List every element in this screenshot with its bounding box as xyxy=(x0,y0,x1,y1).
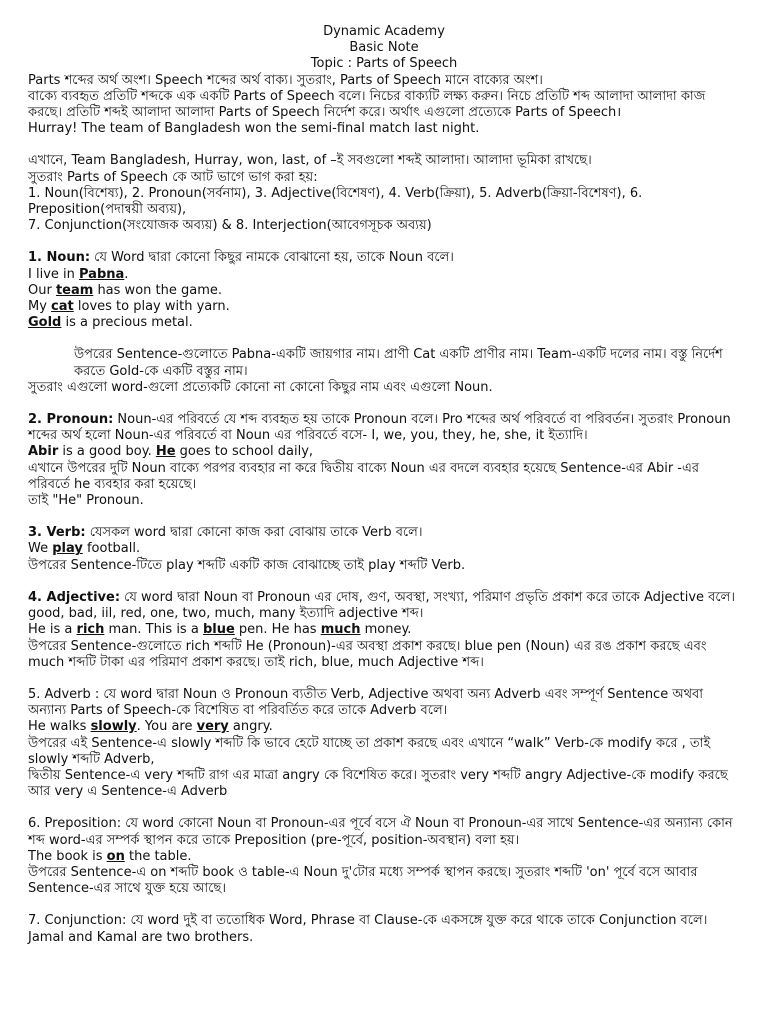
adjective-heading: 4. Adjective: xyxy=(28,589,121,605)
pronoun-explanation: এখানে উপরের দুটি Noun বাক্যে পরপর ব্যবহার না করে দ্বিতীয় বাক্যে Noun এর বদলে ব্যবহার হয়েছে Sentence-এর Abir -এর পরিবর্তে he ব্যবহার করা হয়েছে। xyxy=(28,460,700,492)
noun-example-4: Gold is a precious metal. xyxy=(28,315,193,331)
keyword: rich xyxy=(76,622,105,638)
intro-section xyxy=(28,73,740,235)
keyword: very xyxy=(196,719,229,735)
adverb-definition: 5. Adverb : যে word দ্বারা Noun ও Pronoun ব্যতীত Verb, Adjective অথবা অন্য Adverb এবং সম্পূর্ণ Sentence অথবা অন্যান্য Parts of Speech-কে বিশেষিত বা পরিবর্তিত করে তাকে Adverb বলে। xyxy=(28,686,704,719)
intro-example: Hurray! The team of Bangladesh won the semi-final match last night. xyxy=(28,121,480,137)
adjective-section xyxy=(28,590,740,671)
keyword: team xyxy=(55,282,94,298)
keyword: on xyxy=(106,848,125,864)
verb-section xyxy=(28,525,740,574)
preposition-section xyxy=(28,816,740,897)
org-name: Dynamic Academy xyxy=(323,24,445,39)
pronoun-definition: 2. Pronoun: Noun-এর পরিবর্তে যে শব্দ ব্যবহৃত হয় তাকে Pronoun বলে। Pro শব্দের অর্থ পরিবর্তে বা পরিবর্তন। সুতরাং Pronoun শব্দের অর্থ হলো Noun-এর পরিবর্তে বা Noun এর পরিবর্তে বসে- I, we, you, they, he, she, it ইত্যাদি। xyxy=(28,412,731,444)
keyword: play xyxy=(52,541,83,557)
keyword: Pabna xyxy=(79,266,125,282)
pronoun-conclusion: তাই "He" Pronoun. xyxy=(28,493,144,509)
noun-section xyxy=(28,250,740,396)
preposition-definition: 6. Preposition: যে word কোনো Noun বা Pronoun-এর পূর্বে বসে ঐ Noun বা Pronoun-এর সাথে Sentence-এর অন্যান্য কোন শব্দ word-এর সম্পর্ক স্থাপন করে তাকে Preposition (pre-পূর্বে, position-অবস্থান) বলা হয়। xyxy=(28,816,733,848)
doc-header xyxy=(28,24,740,73)
adverb-heading: 5. Adverb : xyxy=(28,686,100,702)
doc-topic: Topic : Parts of Speech xyxy=(310,56,458,72)
verb-heading: 3. Verb: xyxy=(28,525,86,541)
verb-explanation: উপরের Sentence-টিতে play শব্দটি একটি কাজ বোঝাচ্ছে তাই play শব্দটি Verb. xyxy=(28,557,466,573)
noun-explanation: উপরের Sentence-গুলোতে Pabna-একটি জায়গার নাম। প্রাণী Cat একটি প্রাণীর নাম। Team-একটি দলের নাম। বস্তু নির্দেশ করতে Gold-কে একটি বস্তুর নাম। xyxy=(74,347,723,379)
types-line-2: 7. Conjunction(সংযোজক অব্যয়) & 8. Interjection(আবেগসূচক অব্যয়) xyxy=(28,218,432,234)
keyword: blue xyxy=(202,622,235,638)
keyword: much xyxy=(320,622,361,638)
noun-heading: 1. Noun: xyxy=(28,250,91,266)
conjunction-section xyxy=(28,913,740,945)
noun-example-3: My cat loves to play with yarn. xyxy=(28,299,230,315)
verb-example: We play football. xyxy=(28,541,141,557)
adjective-definition: 4. Adjective: যে word দ্বারা Noun বা Pronoun এর দোষ, গুণ, অবস্থা, সংখ্যা, পরিমাণ প্রভৃতি প্রকাশ করে তাকে Adjective বলে। xyxy=(28,589,735,605)
adverb-explanation-2: দ্বিতীয় Sentence-এ very শব্দটি রাগ এর মাত্রা angry কে বিশেষিত করে। সুতরাং very শব্দটি angry Adjective-কে modify করছে আর very এ Sentence-এ Adverb xyxy=(28,767,728,800)
keyword: He xyxy=(155,444,176,460)
keyword: cat xyxy=(51,299,74,315)
keyword: Gold xyxy=(28,315,62,331)
noun-conclusion: সুতরাং এগুলো word-গুলো প্রত্যেকটি কোনো না কোনো কিছুর নাম এবং এগুলো Noun. xyxy=(28,379,493,395)
noun-example-2: Our team has won the game. xyxy=(28,282,222,298)
conjunction-definition: 7. Conjunction: যে word দুই বা ততোধিক Word, Phrase বা Clause-কে একসঙ্গে যুক্ত করে থাকে তাকে Conjunction বলে। Jamal and Kamal are two brothers. xyxy=(28,913,708,945)
verb-definition: 3. Verb: যেসকল word দ্বারা কোনো কাজ করা বোঝায় তাকে Verb বলে। xyxy=(28,525,423,541)
intro-analysis: এখানে, Team Bangladesh, Hurray, won, last, of –ই সবগুলো শব্দই আলাদা। আলাদা ভূমিকা রাখছে। xyxy=(28,153,592,169)
noun-definition: 1. Noun: যে Word দ্বারা কোনো কিছুর নামকে বোঝানো হয়, তাকে Noun বলে। xyxy=(28,250,454,266)
doc-subtitle: Basic Note xyxy=(349,40,419,56)
types-line-1: 1. Noun(বিশেষ্য), 2. Pronoun(সর্বনাম), 3. Adjective(বিশেষণ), 4. Verb(ক্রিয়া), 5. Adverb(ক্রিয়া-বিশেষণ), 6. Preposition(পদান্বয়ী অব্যয়), xyxy=(28,185,643,218)
adjective-explanation: উপরের Sentence-গুলোতে rich শব্দটি He (Pronoun)-এর অবস্থা প্রকাশ করছে। blue pen (Noun) এর রঙ প্রকাশ করছে এবং much শব্দটি টাকা এর পরিমাণ প্রকাশ করছে। তাই rich, blue, much Adjective শব্দ। xyxy=(28,638,707,670)
intro-line-1: Parts শব্দের অর্থ অংশ। Speech শব্দের অর্থ বাক্য। সুতরাং, Parts of Speech মানে বাক্যের অংশ। xyxy=(28,72,543,88)
preposition-example: The book is on the table. xyxy=(28,848,192,864)
adverb-example: He walks slowly. You are very angry. xyxy=(28,719,273,735)
preposition-explanation: উপরের Sentence-এ on শব্দটি book ও table-এ Noun দু'টোর মধ্যে সম্পর্ক স্থাপন করছে। সুতরাং শব্দটি 'on' পূর্বে বসে আবার Sentence-এর সাথে যুক্ত হয়ে আছে। xyxy=(28,864,698,897)
adverb-section xyxy=(28,687,740,800)
types-intro: সুতরাং Parts of Speech কে আট ভাগে ভাগ করা হয়: xyxy=(28,169,318,185)
adjective-list: good, bad, iil, red, one, two, much, many ইত্যাদি adjective শব্দ। xyxy=(28,606,424,622)
noun-example-1: I live in Pabna. xyxy=(28,266,129,282)
adjective-example: He is a rich man. This is a blue pen. He has much money. xyxy=(28,622,412,638)
keyword: Abir xyxy=(28,444,59,460)
pronoun-section xyxy=(28,412,740,509)
pronoun-example: Abir is a good boy. He goes to school daily, xyxy=(28,444,314,460)
pronoun-heading: 2. Pronoun: xyxy=(28,412,114,428)
adverb-explanation-1: উপরের এই Sentence-এ slowly শব্দটি কি ভাবে হেটে যাচ্ছে তা প্রকাশ করছে এবং এখানে “walk” Verb-কে modify করে , তাই slowly শব্দটি Adverb, xyxy=(28,735,711,767)
keyword: slowly xyxy=(90,719,137,735)
intro-line-2: বাক্যে ব্যবহৃত প্রতিটি শব্দকে এক একটি Parts of Speech বলে। নিচের বাক্যটি লক্ষ্য করুন। নিচে প্রতিটি শব্দ আলাদা আলাদা কাজ করছে। প্রতিটি শব্দই আলাদা আলাদা Parts of Speech নির্দেশ করে। অর্থাৎ এগুলো প্রত্যেকে Parts of Speech। xyxy=(28,88,706,121)
